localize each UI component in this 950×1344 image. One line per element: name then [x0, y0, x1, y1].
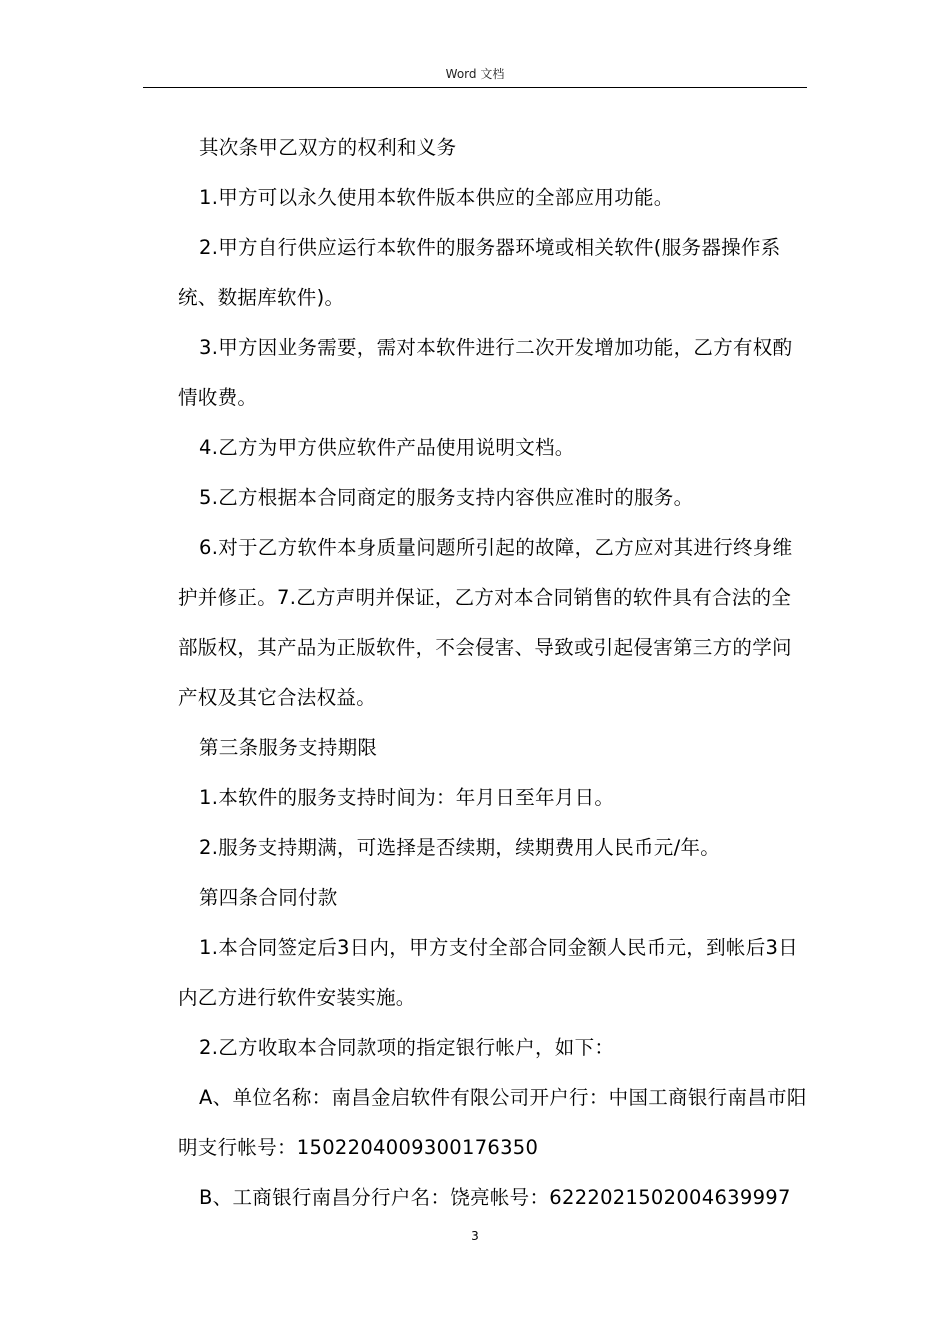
- paragraph-bank-account-b: B、工商银行南昌分行户名：饶亮帐号：6222021502004639997: [199, 1186, 791, 1209]
- paragraph-article-2-title: 其次条甲乙双方的权利和义务: [199, 136, 457, 159]
- paragraph-article-4-title: 第四条合同付款: [199, 886, 338, 909]
- page-number: 3: [471, 1229, 479, 1243]
- paragraph-article-4-item-2: 2.乙方收取本合同款项的指定银行帐户，如下：: [199, 1036, 615, 1059]
- header-divider: [143, 87, 807, 88]
- paragraph-article-2-item-3: 3.甲方因业务需要，需对本软件进行二次开发增加功能，乙方有权酌情收费。: [178, 336, 793, 409]
- paragraph-article-2-item-1: 1.甲方可以永久使用本软件版本供应的全部应用功能。: [199, 186, 674, 209]
- paragraph-article-2-item-4: 4.乙方为甲方供应软件产品使用说明文档。: [199, 436, 575, 459]
- paragraph-article-2-item-2: 2.甲方自行供应运行本软件的服务器环境或相关软件(服务器操作系统、数据库软件)。: [178, 236, 781, 309]
- paragraph-bank-account-a: A、单位名称：南昌金启软件有限公司开户行：中国工商银行南昌市阳明支行帐号：1502204009300176350: [178, 1086, 807, 1159]
- paragraph-article-4-item-1: 1.本合同签定后3日内，甲方支付全部合同金额人民币元，到帐后3日内乙方进行软件安装实施。: [178, 936, 799, 1009]
- page-header: Word 文档: [445, 67, 505, 81]
- paragraph-article-3-item-1: 1.本软件的服务支持时间为：年月日至年月日。: [199, 786, 615, 809]
- paragraph-article-2-item-5: 5.乙方根据本合同商定的服务支持内容供应准时的服务。: [199, 486, 694, 509]
- paragraph-article-3-item-2: 2.服务支持期满，可选择是否续期，续期费用人民币元/年。: [199, 836, 721, 859]
- paragraph-article-2-item-6-7: 6.对于乙方软件本身质量问题所引起的故障，乙方应对其进行终身维护并修正。7.乙方声明并保证，乙方对本合同销售的软件具有合法的全部版权，其产品为正版软件，不会侵害、导致或引起侵害第三方的学问产权及其它合法权益。: [178, 536, 793, 709]
- paragraph-article-3-title: 第三条服务支持期限: [199, 736, 378, 759]
- document-body: [178, 123, 810, 1223]
